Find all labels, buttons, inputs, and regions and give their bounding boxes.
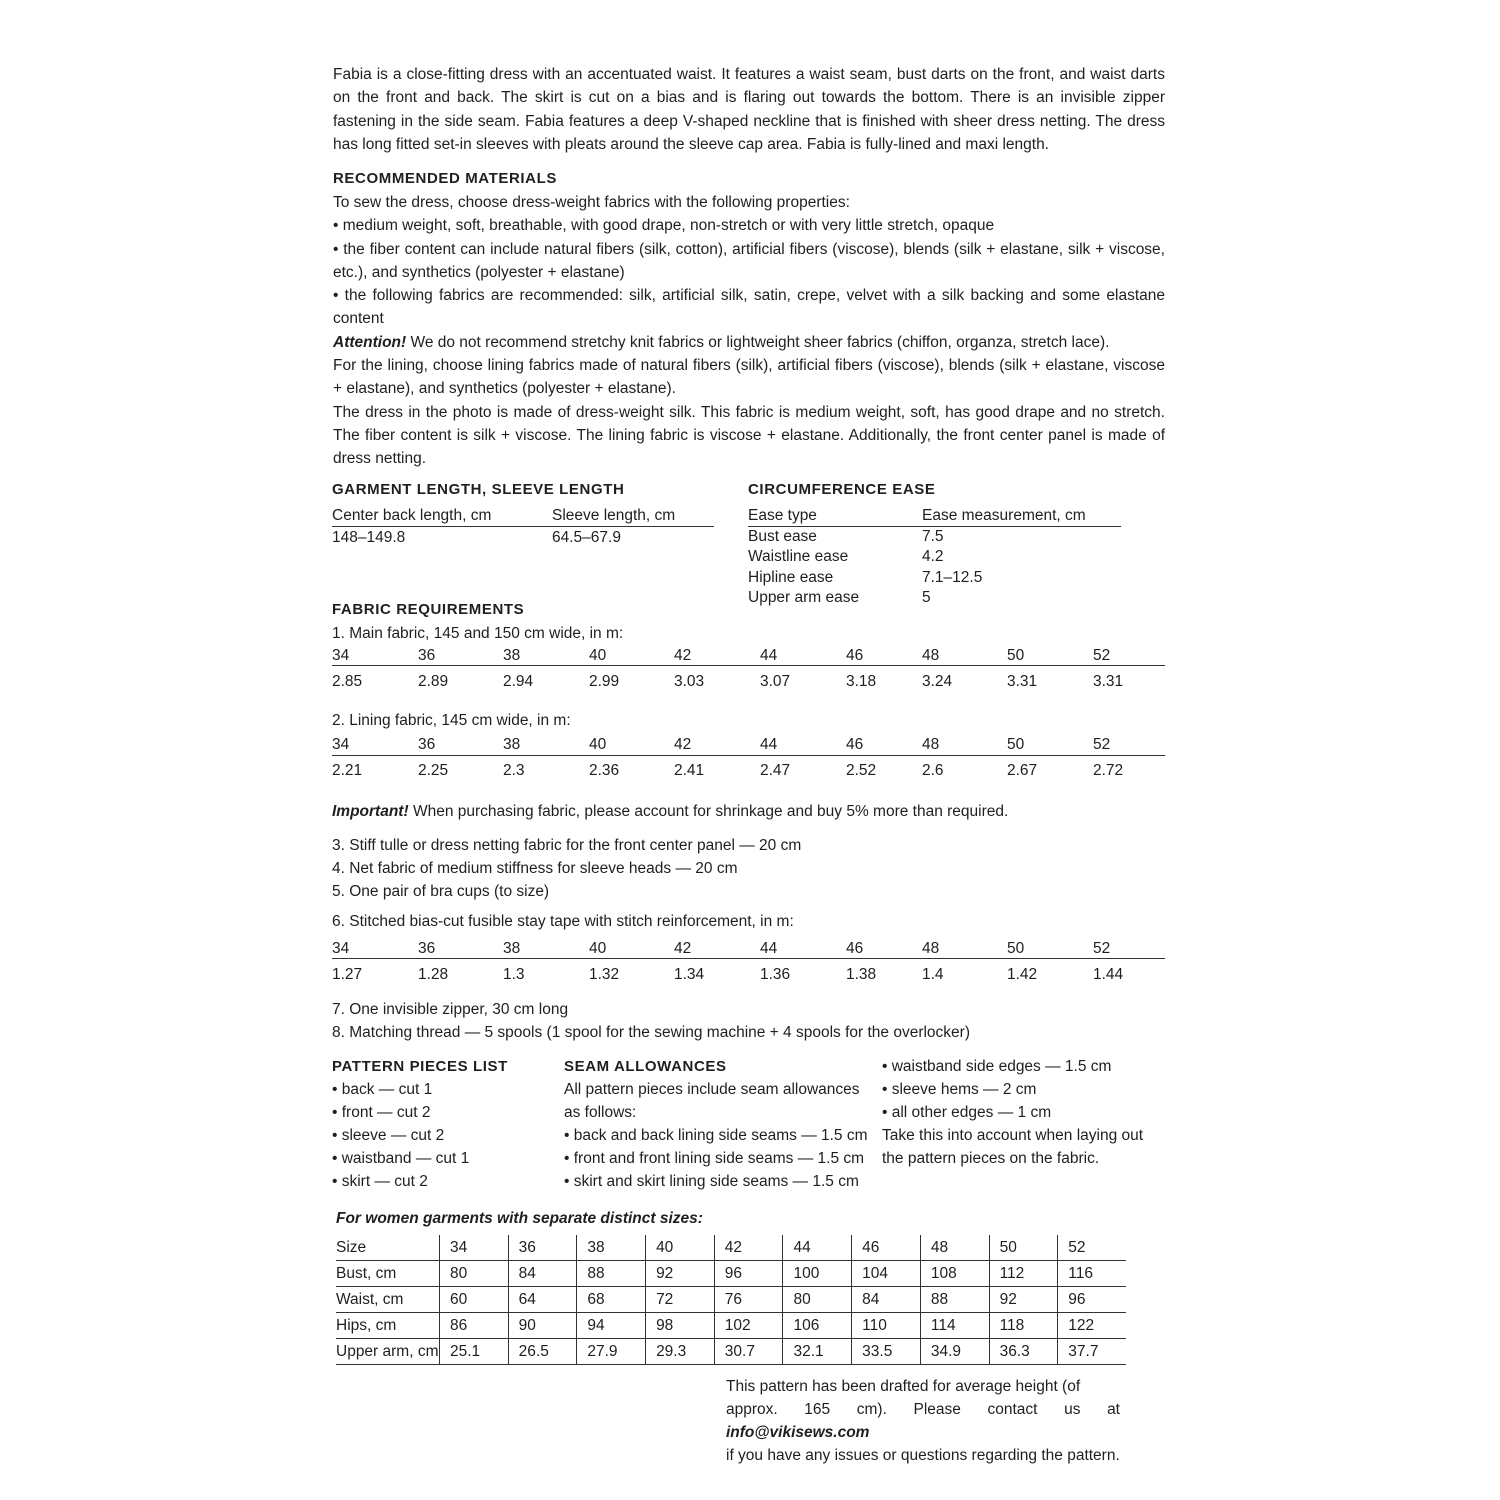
ease-value-waist: 4.2 xyxy=(922,548,944,565)
seam-list-2 xyxy=(882,1055,1143,1170)
size-value-48: 1.4 xyxy=(922,966,944,983)
size-value-38: 2.94 xyxy=(503,673,534,690)
size-chart-cell: 26.5 xyxy=(508,1339,577,1365)
size-header-46: 46 xyxy=(846,647,864,664)
size-chart-cell: 72 xyxy=(646,1287,715,1313)
size-header-48: 48 xyxy=(922,647,940,664)
size-value-50: 1.42 xyxy=(1007,966,1038,983)
size-value-46: 2.52 xyxy=(846,762,877,779)
size-header-50: 50 xyxy=(1007,736,1025,753)
materials-heading: RECOMMENDED MATERIALS xyxy=(333,170,557,187)
notions-list xyxy=(332,834,801,903)
size-chart-cell: 98 xyxy=(646,1313,715,1339)
size-chart-cell: 34.9 xyxy=(920,1339,989,1365)
size-value-38: 1.3 xyxy=(503,966,525,983)
seam-sleeve-hems: • sleeve hems — 2 cm xyxy=(882,1081,1037,1098)
size-chart-cell: 108 xyxy=(920,1261,989,1287)
size-header-44: 44 xyxy=(760,940,778,957)
garment-col-sleeve: Sleeve length, cm xyxy=(552,507,676,524)
size-chart-cell: 94 xyxy=(577,1313,646,1339)
size-chart-cell: 86 xyxy=(439,1313,508,1339)
size-chart-cell: 76 xyxy=(714,1287,783,1313)
size-chart-cell: 34 xyxy=(439,1235,508,1261)
size-chart-cell: 50 xyxy=(989,1235,1058,1261)
size-value-40: 2.36 xyxy=(589,762,620,779)
size-chart-row-label: Upper arm, cm xyxy=(336,1339,439,1365)
size-value-34: 1.27 xyxy=(332,966,363,983)
notion-item-4: 4. Net fabric of medium stiffness for sleeve heads — 20 cm xyxy=(332,860,738,877)
size-chart-cell: 29.3 xyxy=(646,1339,715,1365)
ease-col-type: Ease type xyxy=(748,507,817,524)
size-chart-cell: 122 xyxy=(1058,1313,1126,1339)
size-value-46: 1.38 xyxy=(846,966,877,983)
size-chart-cell: 84 xyxy=(852,1287,921,1313)
size-header-48: 48 xyxy=(922,940,940,957)
intro-paragraph: Fabia is a close-fitting dress with an accentuated waist. It features a waist seam, bust darts on the front, and waist darts on the front and back. The skirt is cut on a bias and is flaring out towards the bottom. There is an invisible zipper fastening in the side seam. Fabia features a deep V-shaped neckline that is finished with sheer dress netting. The dress has long fitted set-in sleeves with pleats around the sleeve cap area. Fabia is fully-lined and maxi length. xyxy=(333,66,1165,153)
ease-col-measurement: Ease measurement, cm xyxy=(922,507,1086,524)
size-value-52: 1.44 xyxy=(1093,966,1124,983)
size-chart-cell: 80 xyxy=(439,1261,508,1287)
piece-skirt: • skirt — cut 2 xyxy=(332,1173,428,1190)
size-chart-cell: 110 xyxy=(852,1313,921,1339)
materials-bullet-2: • the fiber content can include natural fibers (silk, cotton), artificial fibers (viscose), blends (silk + elastane, silk + viscose, etc.), and synthetics (polyester + elastane) xyxy=(333,240,1165,281)
materials-bullet-3: • the following fabrics are recommended: silk, artificial silk, satin, crepe, velvet with a silk backing and some elastane content xyxy=(333,287,1165,328)
size-chart-row-label: Waist, cm xyxy=(336,1287,439,1313)
size-header-36: 36 xyxy=(418,940,436,957)
size-header-40: 40 xyxy=(589,940,607,957)
size-chart-cell: 88 xyxy=(920,1287,989,1313)
pieces-list xyxy=(332,1078,469,1193)
size-chart-row xyxy=(336,1287,1126,1313)
important-text: When purchasing fabric, please account for shrinkage and buy 5% more than required. xyxy=(408,803,1009,820)
size-chart-cell: 114 xyxy=(920,1313,989,1339)
size-header-42: 42 xyxy=(674,940,692,957)
size-value-38: 2.3 xyxy=(503,762,525,779)
lining-fabric-label: 2. Lining fabric, 145 cm wide, in m: xyxy=(332,712,571,729)
size-chart-cell: 80 xyxy=(783,1287,852,1313)
size-chart-cell: 44 xyxy=(783,1235,852,1261)
size-chart-cell: 37.7 xyxy=(1058,1339,1126,1365)
ease-type-bust: Bust ease xyxy=(748,528,817,545)
seam-note-1: Take this into account when laying out xyxy=(882,1127,1144,1144)
size-chart-cell: 64 xyxy=(508,1287,577,1313)
size-value-40: 2.99 xyxy=(589,673,620,690)
ease-heading: CIRCUMFERENCE EASE xyxy=(748,481,936,498)
attention-note xyxy=(333,331,1165,354)
size-chart-row xyxy=(336,1339,1126,1365)
size-chart-cell: 27.9 xyxy=(577,1339,646,1365)
size-chart-cell: 116 xyxy=(1058,1261,1126,1287)
footer-line-2 xyxy=(726,1398,1120,1444)
size-chart-cell: 32.1 xyxy=(783,1339,852,1365)
notion-item-3: 3. Stiff tulle or dress netting fabric for the front center panel — 20 cm xyxy=(332,837,802,854)
size-chart-cell: 104 xyxy=(852,1261,921,1287)
ease-value-bust: 7.5 xyxy=(922,528,944,545)
lining-fabric-table xyxy=(332,736,1165,780)
size-header-52: 52 xyxy=(1093,736,1111,753)
size-header-36: 36 xyxy=(418,736,436,753)
size-chart-table xyxy=(336,1235,1126,1365)
ease-type-waist: Waistline ease xyxy=(748,548,849,565)
seam-intro-2: as follows: xyxy=(564,1104,637,1121)
size-chart-cell: 52 xyxy=(1058,1235,1126,1261)
pieces-heading: PATTERN PIECES LIST xyxy=(332,1058,508,1075)
size-chart-row xyxy=(336,1261,1126,1287)
size-chart-cell: 25.1 xyxy=(439,1339,508,1365)
garment-col-center-back: Center back length, cm xyxy=(332,507,492,524)
size-chart-row xyxy=(336,1313,1126,1339)
materials-intro: To sew the dress, choose dress-weight fabrics with the following properties: xyxy=(333,194,850,211)
size-chart-cell: 36.3 xyxy=(989,1339,1058,1365)
notion-item-8: 8. Matching thread — 5 spools (1 spool for the sewing machine + 4 spools for the overlocker) xyxy=(332,1024,970,1041)
size-value-42: 3.03 xyxy=(674,673,705,690)
size-header-52: 52 xyxy=(1093,647,1111,664)
size-value-50: 3.31 xyxy=(1007,673,1038,690)
size-value-42: 2.41 xyxy=(674,762,705,779)
ease-value-hip: 7.1–12.5 xyxy=(922,569,983,586)
size-header-40: 40 xyxy=(589,736,607,753)
size-header-38: 38 xyxy=(503,940,521,957)
footer-line-1: This pattern has been drafted for average height (of xyxy=(726,1378,1081,1395)
size-chart-cell: 46 xyxy=(852,1235,921,1261)
footer-note xyxy=(726,1375,1120,1467)
main-fabric-label: 1. Main fabric, 145 and 150 cm wide, in m: xyxy=(332,625,624,642)
size-header-42: 42 xyxy=(674,736,692,753)
size-chart-row-label: Size xyxy=(336,1235,439,1261)
size-chart-cell: 102 xyxy=(714,1313,783,1339)
size-chart-cell: 68 xyxy=(577,1287,646,1313)
seam-list xyxy=(564,1078,868,1193)
size-chart-row xyxy=(336,1235,1126,1261)
ease-type-hip: Hipline ease xyxy=(748,569,834,586)
footer-line-3: if you have any issues or questions regarding the pattern. xyxy=(726,1447,1120,1464)
size-header-46: 46 xyxy=(846,736,864,753)
size-header-34: 34 xyxy=(332,647,350,664)
size-chart-cell: 118 xyxy=(989,1313,1058,1339)
size-chart-cell: 48 xyxy=(920,1235,989,1261)
size-header-50: 50 xyxy=(1007,647,1025,664)
size-header-36: 36 xyxy=(418,647,436,664)
size-chart-cell: 96 xyxy=(714,1261,783,1287)
contact-email-link[interactable]: info@vikisews.com xyxy=(726,1424,870,1441)
ease-divider xyxy=(748,526,1121,527)
size-value-44: 3.07 xyxy=(760,673,791,690)
size-header-34: 34 xyxy=(332,940,350,957)
notions-list-2 xyxy=(332,998,970,1044)
garment-divider xyxy=(332,526,714,527)
size-chart-cell: 33.5 xyxy=(852,1339,921,1365)
size-chart-row-label: Hips, cm xyxy=(336,1313,439,1339)
size-header-38: 38 xyxy=(503,736,521,753)
size-header-46: 46 xyxy=(846,940,864,957)
size-value-44: 2.47 xyxy=(760,762,791,779)
size-header-44: 44 xyxy=(760,647,778,664)
size-value-36: 2.25 xyxy=(418,762,449,779)
ease-value-upper-arm: 5 xyxy=(922,589,931,606)
photo-note: The dress in the photo is made of dress-weight silk. This fabric is medium weight, soft, has good drape and no stretch. The fiber content is silk + viscose. The lining fabric is viscose + elastane. Additionally, the front center panel is made of dress netting. xyxy=(333,403,1165,468)
garment-center-back-value: 148–149.8 xyxy=(332,529,406,546)
size-value-52: 2.72 xyxy=(1093,762,1124,779)
size-header-38: 38 xyxy=(503,647,521,664)
seam-heading: SEAM ALLOWANCES xyxy=(564,1058,727,1075)
size-value-34: 2.85 xyxy=(332,673,363,690)
seam-back: • back and back lining side seams — 1.5 cm xyxy=(564,1127,868,1144)
size-header-44: 44 xyxy=(760,736,778,753)
size-chart-cell: 36 xyxy=(508,1235,577,1261)
size-value-36: 1.28 xyxy=(418,966,449,983)
size-value-52: 3.31 xyxy=(1093,673,1124,690)
footer-line-2-text: approx. 165 cm). Please contact us at xyxy=(726,1401,1120,1418)
size-chart-title: For women garments with separate distinct sizes: xyxy=(336,1210,703,1227)
size-chart-cell: 92 xyxy=(646,1261,715,1287)
size-chart-cell: 30.7 xyxy=(714,1339,783,1365)
size-value-48: 2.6 xyxy=(922,762,944,779)
table-divider xyxy=(332,755,1165,756)
size-header-40: 40 xyxy=(589,647,607,664)
piece-front: • front — cut 2 xyxy=(332,1104,431,1121)
main-fabric-table xyxy=(332,647,1165,691)
table-divider xyxy=(332,665,1165,666)
size-chart-cell: 90 xyxy=(508,1313,577,1339)
size-chart-cell: 84 xyxy=(508,1261,577,1287)
size-value-50: 2.67 xyxy=(1007,762,1038,779)
attention-text: We do not recommend stretchy knit fabrics or lightweight sheer fabrics (chiffon, organza, stretch lace). xyxy=(406,333,1110,351)
size-value-36: 2.89 xyxy=(418,673,449,690)
size-chart-cell: 88 xyxy=(577,1261,646,1287)
size-chart-cell: 96 xyxy=(1058,1287,1126,1313)
size-chart-cell: 100 xyxy=(783,1261,852,1287)
piece-sleeve: • sleeve — cut 2 xyxy=(332,1127,445,1144)
stay-tape-table xyxy=(332,940,1165,983)
fabric-heading: FABRIC REQUIREMENTS xyxy=(332,601,525,618)
attention-label: Attention! xyxy=(333,333,407,351)
table-divider xyxy=(332,958,1165,959)
size-header-48: 48 xyxy=(922,736,940,753)
size-value-34: 2.21 xyxy=(332,762,363,779)
size-chart-cell: 106 xyxy=(783,1313,852,1339)
materials-bullet-1: • medium weight, soft, breathable, with good drape, non-stretch or with very little stretch, opaque xyxy=(333,217,995,235)
seam-front: • front and front lining side seams — 1.5 cm xyxy=(564,1150,865,1167)
size-value-40: 1.32 xyxy=(589,966,620,983)
size-chart-row-label: Bust, cm xyxy=(336,1261,439,1287)
stay-tape-label: 6. Stitched bias-cut fusible stay tape with stitch reinforcement, in m: xyxy=(332,913,794,930)
notion-item-7: 7. One invisible zipper, 30 cm long xyxy=(332,1001,569,1018)
size-header-34: 34 xyxy=(332,736,350,753)
size-header-52: 52 xyxy=(1093,940,1111,957)
important-label: Important! xyxy=(332,803,409,820)
notion-item-5: 5. One pair of bra cups (to size) xyxy=(332,883,550,900)
size-chart-cell: 42 xyxy=(714,1235,783,1261)
seam-note-2: the pattern pieces on the fabric. xyxy=(882,1150,1100,1167)
piece-waistband: • waistband — cut 1 xyxy=(332,1150,470,1167)
lining-note: For the lining, choose lining fabrics made of natural fibers (silk), artificial fibers (viscose), blends (silk + elastane, viscose + elastane), and synthetics (polyester + elastane). xyxy=(333,357,1165,398)
size-chart-cell: 38 xyxy=(577,1235,646,1261)
size-value-44: 1.36 xyxy=(760,966,791,983)
seam-skirt: • skirt and skirt lining side seams — 1.5 cm xyxy=(564,1173,859,1190)
seam-waistband: • waistband side edges — 1.5 cm xyxy=(882,1058,1112,1075)
size-chart-cell: 112 xyxy=(989,1261,1058,1287)
size-header-50: 50 xyxy=(1007,940,1025,957)
piece-back: • back — cut 1 xyxy=(332,1081,433,1098)
ease-type-upper-arm: Upper arm ease xyxy=(748,589,860,606)
size-value-42: 1.34 xyxy=(674,966,705,983)
garment-sleeve-value: 64.5–67.9 xyxy=(552,529,621,546)
size-chart-cell: 60 xyxy=(439,1287,508,1313)
size-value-46: 3.18 xyxy=(846,673,877,690)
seam-intro-1: All pattern pieces include seam allowances xyxy=(564,1081,860,1098)
size-value-48: 3.24 xyxy=(922,673,953,690)
seam-other-edges: • all other edges — 1 cm xyxy=(882,1104,1052,1121)
garment-heading: GARMENT LENGTH, SLEEVE LENGTH xyxy=(332,481,625,498)
materials-section xyxy=(333,191,1165,471)
size-header-42: 42 xyxy=(674,647,692,664)
size-chart-cell: 92 xyxy=(989,1287,1058,1313)
important-note xyxy=(332,803,1008,821)
size-chart-cell: 40 xyxy=(646,1235,715,1261)
